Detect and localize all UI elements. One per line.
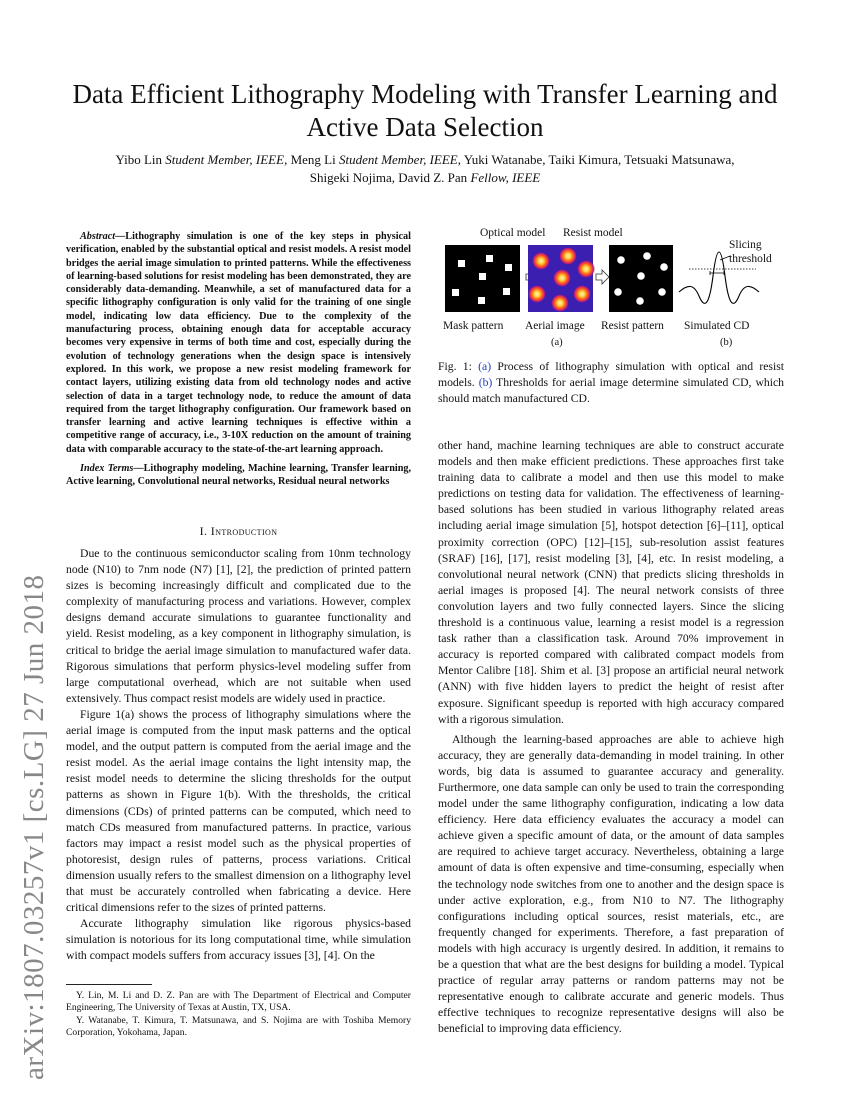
caption-end: Thresholds for aerial image determine simulated CD, which should match manufactured CD. [438, 376, 785, 406]
left-column-body [66, 546, 411, 964]
author-list [60, 151, 790, 187]
index-terms [66, 462, 411, 489]
author-lin: Yibo Lin [115, 152, 163, 167]
author-others: , Yuki Watanabe, Taiki Kimura, Tetsuaki Matsunawa, [457, 152, 735, 167]
paper-title: Data Efficient Lithography Modeling with Transfer Learning and Active Data Selection [72, 79, 778, 142]
author-role-1: Student Member, IEEE [165, 152, 285, 167]
sublabel-a: (a) [551, 337, 563, 348]
author-role-2: Student Member, IEEE [338, 152, 458, 167]
figure-caption [438, 359, 784, 407]
author-li: , Meng Li [284, 152, 336, 167]
label-optical-model: Optical model [480, 227, 546, 239]
index-terms-label: Index Terms [80, 463, 134, 474]
arrow-right-icon [596, 270, 609, 284]
author-role-3: Fellow, IEEE [470, 170, 541, 185]
intro-paragraph-2: Figure 1(a) shows the process of lithography simulations where the aerial image is computed from the input mask patterns and the optical model, and the output pattern is computed from the aerial image and the resist model. As the aerial image contains the light intensity map, the resist model needs to determine the slicing thresholds for the output patterns as shown in Figure 1(b). With the thresholds, the critical dimensions (CDs) of printed patterns can be computed, which need to match CDs measured from manufactured patterns. In practice, various factors may impact a resist model such as the physical properties of photoresist, design rules of patterns, process variations. Critical dimension usually refers to the smallest dimension on a lithography level that must be accurately controlled when fabricating a device. Here critical dimensions refer to the sizes of printed patterns. [66, 707, 411, 915]
caption-link-a[interactable]: (a) [478, 360, 492, 373]
abstract [66, 230, 411, 456]
author-line-2 [60, 169, 790, 187]
figure-1 [438, 226, 784, 356]
intro-paragraph-1: Due to the continuous semiconductor scaling from 10nm technology node (N10) to 7nm node (N7) [1], [2], the prediction of printed pattern sizes is becoming increasingly difficult and complicated due to the complexity of manufacturing process and variations. However, complex designs demand accurate simulations to guarantee functionality and yield. Resist modeling, as a key component in lithography simulation, is critical to bridge the aerial image simulation to manufactured wafer data. Rigorous simulations that perform physics-level modeling suffer from large computational overhead, which are not suitable when used extensively. Thus compact resist models are widely used in practice. [66, 547, 411, 705]
label-resist-model: Resist model [563, 227, 623, 239]
footnotes [66, 990, 411, 1040]
sublabel-b: (b) [720, 337, 733, 348]
label-mask-pattern: Mask pattern [443, 320, 504, 332]
intro-paragraph-3: Accurate lithography simulation like rigorous physics-based simulation is notorious for its long computational time, while simulation with compact models suffers from accuracy issues [3], [4]. On the [66, 917, 411, 963]
right-column-body [438, 438, 784, 1037]
abstract-text: —Lithography simulation is one of the key steps in physical verification, enabled by the substantial optical and resist models. A resist model bridges the aerial image simulation to printed patterns. While the effectiveness of learning-based solutions for resist modeling has been demonstrated, they are considerably data-demanding. Meanwhile, a set of manufactured data for a specific lithography configuration is only valid for the training of one single model, indicating low data efficiency. Due to the complexity of the manufacturing process, obtaining enough data for acceptable accuracy becomes very expensive in terms of both time and cost, especially during the evolution of technology generations when the design space is intensively explored. In this work, we propose a new resist modeling framework for contact layers, utilizing existing data from old technology nodes and active selection of data in a target technology node, to reduce the amount of data required from the target lithography configuration. Our framework based on transfer learning and active learning techniques is effective within a competitive range of accuracy, i.e., 3-10X reduction on the amount of training data with comparable accuracy to the state-of-the-art learning approach. [66, 231, 411, 455]
footnote-rule [66, 984, 152, 985]
label-simulated-cd: Simulated CD [684, 320, 750, 332]
section-heading: I. Introduction [199, 524, 278, 538]
index-terms-text: —Lithography modeling, Machine learning, Transfer learning, Active learning, Convolutional neural networks, Residual neural networks [66, 463, 411, 488]
caption-link-b[interactable]: (b) [478, 376, 493, 390]
footnote-2: Y. Watanabe, T. Kimura, T. Matsunawa, and S. Nojima are with Toshiba Memory Corporation, Yokohama, Japan. [66, 1014, 411, 1039]
caption-prefix: Fig. 1: [438, 360, 472, 373]
body-paragraph-4: other hand, machine learning techniques are able to construct accurate models and then make efficient predictions. These approaches first take training data to calibrate a model and then use this model to make predictions on testing data for validation. The effectiveness of learning-based solutions has been studied in various lithography related areas including aerial image simulation [5], hotspot detection [6]–[11], optical proximity correction (OPC) [12]–[15], sub-resolution assist features (SRAF) [16], [17], resist modeling [3], [4], etc. In resist modeling, a convolutional neural network (CNN) that predicts slicing thresholds in aerial images is proposed [4]. The neural network consists of three convolution layers and two fully connected layers. Since the slicing threshold is a continuous value, learning a resist model is a regression task rather than a classification task. Around 70% improvement in accuracy is reported compared with calibrated compact models from Mentor Calibre [18]. Shim et al. [3] propose an artificial neural network (ANN) with five hidden layers to predict the height of resist after exposure. Significant speedup is reported with high accuracy compared with a rigorous simulation. [438, 439, 784, 726]
label-slicing: Slicing [729, 239, 762, 251]
label-threshold: threshold [729, 253, 772, 265]
cd-marker [710, 271, 724, 275]
author-line-1 [60, 151, 790, 169]
author-others-2: Shigeki Nojima, David Z. Pan [309, 170, 468, 185]
body-paragraph-5: Although the learning-based approaches are able to achieve high accuracy, they are generally data-demanding in model training. In other words, big data is assumed to guarantee accuracy and generality. Furthermore, one data sample can only be used to train the corresponding model under the same lithography configuration, indicating a low data efficiency. Here data efficiency evaluates the accuracy a model can achieve given a specific amount of data, or the amount of data samples are required to achieve target accuracy. Nevertheless, obtaining a large amount of data is often expensive and time-consuming, especially when the technology node switches from one to another and the design space is under active exploration, e.g., from N10 to N7. The lithography configurations including optical sources, resist materials, etc., are frequently changed for experiments. Therefore, a fast preparation of models with high accuracy is urgently desired. In addition, it remains to be a question that what are the best designs for building a model. Typical practice of regular array patterns or random patterns may not be representative enough to calibrate accurate and generic models. Thus effective techniques to recognize representative designs will also be beneficial to improving data efficiency. [438, 732, 784, 1036]
footnote-1: Y. Lin, M. Li and D. Z. Pan are with The Department of Electrical and Computer Engineering, The University of Texas at Austin, TX, USA. [66, 990, 411, 1014]
label-resist-pattern: Resist pattern [601, 320, 664, 332]
arxiv-stamp: arXiv:1807.03257v1 [cs.LG] 27 Jun 2018 [18, 574, 50, 1080]
intensity-profile-curve [679, 252, 759, 303]
caption-mid: Process of lithography simulation with optical and resist models. [438, 360, 785, 390]
abstract-label: Abstract [80, 231, 116, 242]
label-aerial-image: Aerial image [525, 320, 585, 332]
